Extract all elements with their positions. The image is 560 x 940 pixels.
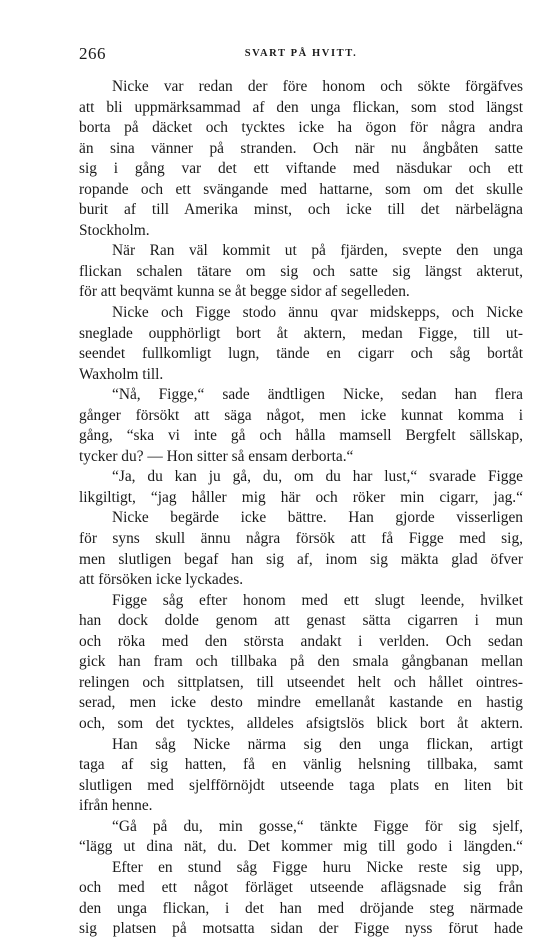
running-title: SVART PÅ HVITT. [244,48,358,59]
text-line: sig platsen på motsatta sidan der Figge nyss förut hade [79,920,523,938]
text-line: gick han fram och tillbaka på den smala gångbanan mellan [79,653,523,671]
text-line: än sina vänner på stranden. Och när nu ångbåten satte [79,139,523,157]
text-line: ropande och ett svängande med hattarne, som om det skulle [79,180,523,198]
text-line: och röka med den största andakt i verlden. Och sedan [79,632,523,650]
text-line: för att beqvämt kunna se åt begge sidor af segelleden. [79,283,410,301]
text-line: burit af till Amerika minst, och icke till det närbelägna [79,201,523,219]
text-line: relingen och sittplatsen, till utseendet helt och hållet ointres- [79,673,523,691]
text-line: gång, “ska vi inte gå och hålla mamsell Bergfelt sällskap, [79,427,523,445]
text-line: “Nå, Figge,“ sade ändtligen Nicke, sedan han flera [112,386,523,404]
text-line: att bli uppmärksammad af den unga flickan, som stod längst [79,98,523,116]
text-line: Nicke och Figge stodo ännu qvar midskepps, och Nicke [112,304,523,322]
text-line: borta på däcket och tycktes icke ha ögon för några andra [79,119,523,137]
text-line: sneglade oupphörligt bort åt aktern, medan Figge, till ut- [79,324,523,342]
text-line: serad, men icke desto mindre emellanåt kastande en hastig [79,694,523,712]
text-line: Nicke var redan der före honom och sökte förgäfves [112,78,523,95]
text-line: den unga flickan, i det han med dröjande steg närmade [79,899,523,917]
text-line: “lägg ut dina nät, du. Det kommer mig till godo i längden.“ [79,838,523,856]
page-header [79,44,523,66]
text-line: “Gå på du, min gosse,“ tänkte Figge för sig sjelf, [112,817,523,835]
text-line: tycker du? — Hon sitter så ensam derborta.“ [79,447,354,465]
text-line: seendet fullkomligt lugn, tände en cigarr och såg bortåt [79,345,523,363]
text-line: att försöken icke lyckades. [79,571,244,589]
text-line: flickan schalen tätare om sig och satte sig längst akterut, [79,262,523,280]
text-line: Efter en stund såg Figge huru Nicke reste sig upp, [112,858,523,876]
text-line: gånger försökt att säga något, men icke kunnat komma i [79,406,523,424]
text-line: men slutligen begaf han sig af, inom sig mäkta glad öfver [79,550,523,568]
text-line: sig i gång var det ett viftande med näsdukar och ett [79,160,523,178]
text-line: för syns skull ännu några försök att få Figge med sig, [79,530,523,548]
page-number: 266 [79,44,106,63]
text-line: han dock dolde genom att genast sätta cigarren i mun [79,612,523,630]
text-line: taga af sig hatten, få en vänlig helsning tillbaka, samt [79,756,523,774]
text-line: “Ja, du kan ju gå, du, om du har lust,“ svarade Figge [112,468,523,486]
text-line: likgiltigt, “jag håller mig här och röker min cigarr, jag.“ [79,488,523,506]
text-line: När Ran väl kommit ut på fjärden, svepte den unga [112,242,523,260]
text-line: Figge såg efter honom med ett slugt leende, hvilket [112,591,523,609]
text-line: Stockholm. [79,221,150,239]
text-line: Han såg Nicke närma sig den unga flickan, artigt [112,735,523,753]
text-line: och, som det tycktes, alldeles afsigtslös blick bort åt aktern. [79,714,523,732]
text-line: Nicke begärde icke bättre. Han gjorde visserligen [112,509,523,527]
text-line: slutligen med sjelfförnöjdt utseende taga plats en liten bit [79,776,523,794]
body-text [79,77,523,940]
text-line: Waxholm till. [79,365,164,383]
text-line: ifrån henne. [79,797,153,815]
text-line: och med ett något förläget utseende aflägsnade sig från [79,879,523,897]
